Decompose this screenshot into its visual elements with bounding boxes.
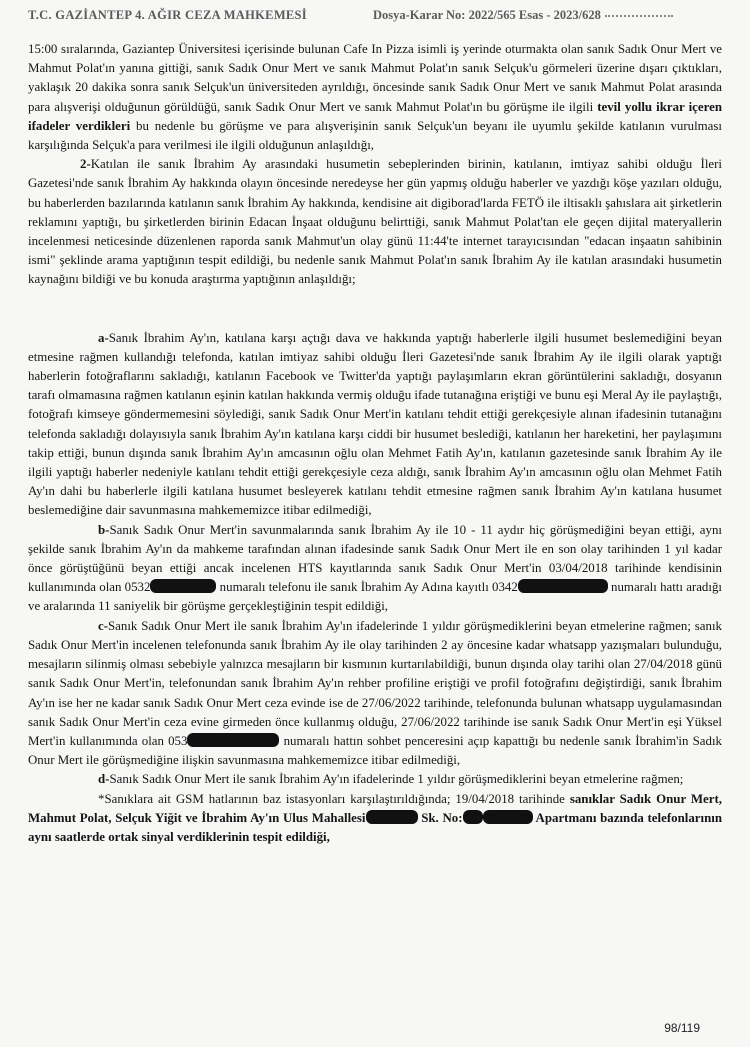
pd-text: Sanık Sadık Onur Mert ile sanık İbrahim Ay'ın ifadelerinde 1 yıldır görüşmediklerini beyan etmelerine rağmen;	[109, 772, 684, 787]
redaction-bar	[463, 810, 483, 824]
p1-text-2: bu nedenle bu görüşme ve para alışverişinin sanık Selçuk'un beyanı ile uyumlu şekilde katılanın vurulması karşılığında Selçuk'a para verilmesi ile ilgili olduğunun anlaşıldığı,	[28, 118, 723, 153]
court-name: T.C. GAZİANTEP 4. AĞIR CEZA MAHKEMESİ	[28, 8, 307, 22]
p2-number: 2-	[80, 157, 91, 172]
page-number: 98/119	[664, 1021, 700, 1035]
paragraph-2	[28, 155, 722, 289]
pc-number: c-	[98, 618, 109, 633]
pa-text: Sanık İbrahim Ay'ın, katılana karşı açtığı dava ve hakkında yaptığı haberlerle ilgili husumet beslemediğini beyan etmesine rağmen kullandığı telefonda, katılan imtiyaz sahibi olduğu İleri Gazetesi'nde sanık İbrahim Ay ile ilgili olarak yaptığı haberlerin fotoğraflarını sakladığı, katılanın Facebook ve Twitter'da yaptığı paylaşımların ekran görüntülerini sakladığı, dosyanın tarafı olmamasına rağmen katılanın eşinin katılan hakkında vermiş olduğu ifade tutanağına eriştiği ve bunu eşi Meral Ay ile paylaştığı, fotoğrafı kimseye göndermemesini söylediği, sanık Sadık Onur Mert'in katılanı tehdit ettiği gerekçesiyle alınan ifadesinin tutanağını telefonda sakladığı dolayısıyla sanık İbrahim Ay'ın katılana karşı ciddi bir husumet beslediği, katılanın her hareketini, her paylaşımını takip ettiği, bunun dışında sanık İbrahim Ay'ın amcasının oğlu olan Mehmet Fatih Ay'ın, katılanın gazetesinde sanık İbrahim Ay ile ilgili yaptığı haberler nedeniyle katılanı tehdit ettiği gerekçesiyle ceza aldığı, sanık İbrahim Ay'ın amcasının oğlu olan Mehmet Fatih Ay'ın dahi bu haberlerle ilgili katılana husumet besleyerek katılanı tehdit etmesine rağmen sanık İbrahim Ay'ın katılana husumet beslemediğine dair savunmasına mahkememizce itibar edilmediği,	[28, 330, 722, 518]
document-body	[28, 40, 722, 847]
pc-text-2: numaralı hattın sohbet penceresini açıp kapattığı bu nedenle sanık İbrahim'in Sadık Onur Mert ile görüşmediğine ilişkin savunmasına mahkememizce itibar edilmediği,	[28, 733, 722, 768]
p1-text-1: 15:00 sıralarında, Gaziantep Üniversitesi içerisinde bulunan Cafe In Pizza isimli iş yerinde oturmakta olan sanık Sadık Onur Mert ve Mahmut Polat'ın yanına gittiği, sanık Sadık Onur Mert ve sanık Mahmut Polat'ın sanık Selçuk'u görmeleri üzerine dışarı çıktıkları, yaklaşık 20 dakika sonra sanık Selçuk'un üniversiteden ayrıldığı, öncesinde sanık Sadık Onur Mert ve sanık Mahmut Polat arasında para alışverişi olduğunun görüldüğü, sanık Sadık Onur Mert ve sanık Mahmut Polat'ın bu görüşme ile ilgili	[28, 42, 722, 114]
p2-text: Katılan ile sanık İbrahim Ay arasındaki husumetin sebeplerinden birinin, katılanın, imtiyaz sahibi olduğu İleri Gazetesi'nde sanık İbrahim Ay hakkında olayın öncesinde neredeyse her gün yapmış olduğu haberler ve yazdığı köşe yazıları olduğu, bu haberlerden bazılarında katılanın sanık İbrahim Ay hakkında, kendisine ait digiborad'larda FETÖ ile iltisaklı şahıslara ait şirketlerin reklamını yaptığı, bu şirketlerden birinin Edacan İnşaat olduğunu belirttiği, sanık Mahmut Polat'tan ele geçen dijital materyallerin incelenmesi neticesinde düzenlenen raporda sanık Mahmut'un olay günü 11:44'te internet tarayıcısından "edacan inşaatın sahibinin ismi" şeklinde arama yaptığının tespit edildiği, bu nedenle sanık Mahmut Polat'ın sanık İbrahim Ay ile katılan arasındaki husumetin kaynağını bildiği ve bu konuda araştırma yaptığının anlaşıldığı;	[28, 157, 722, 287]
paragraph-a	[28, 329, 722, 521]
pstar-text-1: *Sanıklara ait GSM hatlarının baz istasyonları karşılaştırıldığında; 19/04/2018 tarihinde	[98, 791, 570, 806]
pb-number: b-	[98, 522, 110, 537]
redaction-bar	[187, 733, 279, 747]
pstar-bold-3: Apartmanı bazında telefonlarının aynı saatlerde ortak sinyal verdiklerinin tespit edildiği,	[28, 810, 722, 844]
paragraph-c	[28, 617, 722, 771]
paragraph-d	[28, 770, 722, 789]
pb-text-3: numaralı hattı aradığı ve aralarında 11 saniyelik bir görüşme gerçekleştiğinin tespit edildiği,	[28, 580, 722, 614]
spacer	[28, 290, 722, 329]
pc-text-1: Sanık Sadık Onur Mert ile sanık İbrahim Ay'ın ifadelerinde 1 yıldır görüşmediklerini beyan etmelerine rağmen; sanık Sadık Onur Mert'in incelenen telefonunda sanık İbrahim Ay ile olay tarihinden 2 ay öncesine kadar whatsapp yazışmaları bulunduğu, mesajların silinmiş olması sebebiyle yalnızca mesajların bir kısmının kurtarılabildiği, bunun dışında olay tarihi olan 27/04/2018 günü sanık Sadık Onur Mert'in, telefonundan sanık İbrahim Ay'ın rehber profiline eriştiği ve profil fotoğrafını değiştirdiği, sanık İbrahim Ay'ın ise her ne kadar sanık Sadık Onur Mert ceza evinde ise de 27/06/2022 tarihinde, telefonunda bulunan whatsapp uygulamasından sanık Sadık Onur Mert'in ceza evine girmeden önce kullanmış olduğu, 27/06/2022 tarihinde ise sanık Sadık Onur Mert'in eşi Yüksel Mert'in kullanımında olan 053	[28, 618, 722, 748]
file-number-text: Dosya-Karar No: 2022/565 Esas - 2023/628	[373, 8, 601, 22]
paragraph-1	[28, 40, 722, 155]
pb-text-2: numaralı telefonu ile sanık İbrahim Ay Adına kayıtlı 0342	[216, 580, 518, 595]
paragraph-star	[28, 790, 722, 848]
redaction-bar	[150, 579, 216, 593]
header-dotted-rule	[605, 15, 673, 17]
redaction-bar	[518, 579, 608, 593]
pd-number: d-	[98, 772, 110, 787]
paragraph-b	[28, 521, 722, 617]
redaction-bar	[483, 810, 533, 824]
p1-bold: tevil yollu ikrar içeren ifadeler verdikleri	[28, 99, 722, 133]
pstar-bold-2: Sk. No:	[417, 810, 463, 825]
pa-number: a-	[98, 330, 109, 345]
pb-text-1: Sanık Sadık Onur Mert'in savunmalarında sanık İbrahim Ay ile 10 - 11 aydır hiç görüşmediğini beyan ettiği, aynı şekilde sanık İbrahim Ay'ın da mahkeme tarafından alınan ifadesinde sanık Sadık Onur Mert ile en son olay tarihinden 1 yıl kadar önce görüştüğünü beyan ettiği ancak incelenen HTS kayıtlarında sanık Sadık Onur Mert'in 03/04/2018 tarihinde kendisinin kullanımında olan 0532	[28, 522, 722, 595]
pstar-bold-1: sanıklar Sadık Onur Mert, Mahmut Polat, Selçuk Yiğit ve İbrahim Ay'ın Ulus Mahallesi	[28, 791, 723, 825]
file-number	[373, 8, 673, 23]
redaction-bar	[366, 810, 418, 824]
